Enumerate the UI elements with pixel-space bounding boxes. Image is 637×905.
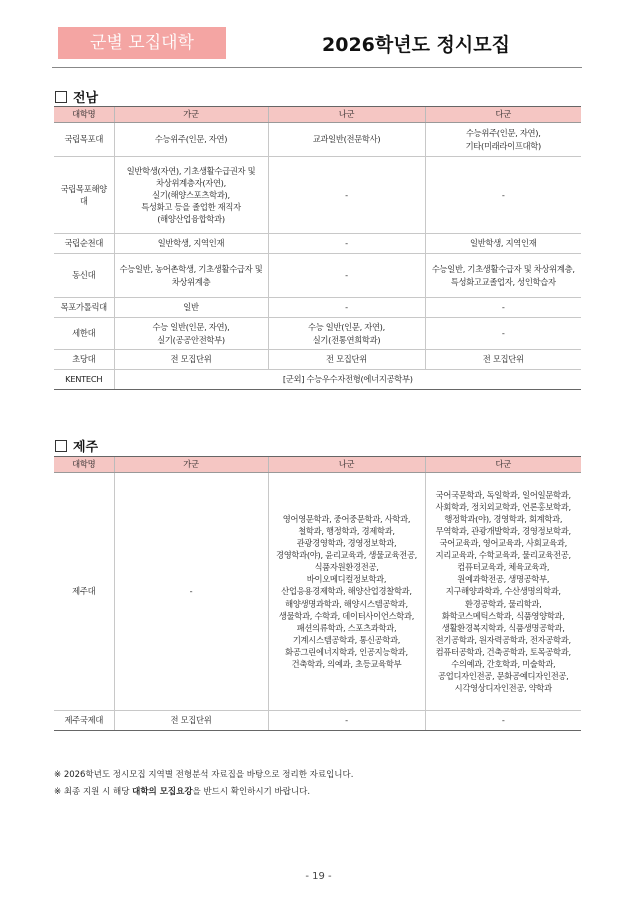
ga-cell: 전 모집단위 [114,711,268,731]
ga-cell: 일반 [114,298,268,318]
ga-cell: 수능위주(인문, 자연) [114,123,268,157]
table-row [54,473,581,711]
na-cell: - [268,298,425,318]
university-name: 제주국제대 [54,711,114,731]
note-line-1: ※ 2026학년도 정시모집 지역별 전형분석 자료집을 바탕으로 정리한 자료입니다. [54,770,354,780]
table-row [54,711,581,731]
note-line-2 [54,784,353,801]
na-cell: 전 모집단위 [268,350,425,370]
da-cell: - [425,298,581,318]
note-emphasis: 대학의 모집요강 [132,787,193,797]
da-cell: - [425,157,581,234]
checkbox-square-icon [55,440,67,452]
da-cell: 수능일반, 기초생활수급자 및 차상위계층, 특성화고교졸업자, 성인학습자 [425,254,581,298]
university-name: KENTECH [54,370,114,390]
header-cell-ga: 가군 [114,457,268,473]
university-name: 제주대 [54,473,114,711]
header-cell-ga: 가군 [114,107,268,123]
header-cell-na: 나군 [268,107,425,123]
da-cell: 수능위주(인문, 자연), 기타(미래라이프대학) [425,123,581,157]
na-cell: 수능 일반(인문, 자연), 실기(전통연희학과) [268,318,425,350]
da-cell: - [425,711,581,731]
ga-cell: - [114,473,268,711]
na-cell: - [268,711,425,731]
notes [54,767,353,801]
table-row [54,318,581,350]
table-row [54,370,581,390]
university-name: 국립순천대 [54,234,114,254]
table-header-row [54,457,581,473]
table-row [54,234,581,254]
header-cell-university: 대학명 [54,107,114,123]
note-text: ※ 최종 지원 시 해당 [54,787,133,797]
na-cell: - [268,234,425,254]
section-title-jeonnam [55,87,98,106]
university-name: 국립목포해양 대 [54,157,114,234]
note-text: 을 반드시 확인하시기 바랍니다. [192,787,311,797]
ga-cell: 수능 일반(인문, 자연), 실기(공공안전학부) [114,318,268,350]
section-title-text: 제주 [73,440,99,455]
table-row [54,123,581,157]
header-badge: 군별 모집대학 [58,27,226,59]
university-name: 동신대 [54,254,114,298]
na-cell: 영어영문학과, 중어중문학과, 사학과, 철학과, 행정학과, 경제학과, 관광경영학과, 경영정보학과, 경영학과(야), 윤리교육과, 생물교육전공, 식품자원환경전공, 바이오메디컬정보학과, 산업응용경제학과, 해양산업경찰학과, 해양생명과학과, 해양시스템공학과, 생물학과, 수학과, 데이터사이언스학과, 패션의류학과, 스포츠과학과, 기계시스템공학과, 통신공학과, 화공그린에너지학과, 인공지능학과, 건축학과, 의예과, 초등교육학부 [268,473,425,711]
na-cell: - [268,254,425,298]
header-cell-university: 대학명 [54,457,114,473]
page-number: - 19 - [305,871,332,882]
page-title: 2026학년도 정시모집 [322,34,510,56]
ga-cell: 일반학생, 지역인재 [114,234,268,254]
na-cell: 교과일반(전문학사) [268,123,425,157]
table-header-row [54,107,581,123]
da-cell: - [425,318,581,350]
merged-cell: [군외] 수능우수자전형(에너지공학부) [114,370,581,390]
university-name: 초당대 [54,350,114,370]
ga-cell: 일반학생(자연), 기초생활수급권자 및 차상위계층자(자연), 실기(해양스포츠학과), 특성화고 등을 졸업한 재직자 (해양산업융합학과) [114,157,268,234]
da-cell: 일반학생, 지역인재 [425,234,581,254]
table-row [54,350,581,370]
da-cell: 국어국문학과, 독일학과, 일어일문학과, 사회학과, 정치외교학과, 언론홍보학과, 행정학과(야), 경영학과, 회계학과, 무역학과, 관광개발학과, 경영정보학과, 국어교육과, 영어교육과, 사회교육과, 지리교육과, 수학교육과, 물리교육전공, 컴퓨터교육과, 체육교육과, 원예과학전공, 생명공학부, 지구해양과학과, 수산생명의학과, 환경공학과, 물리학과, 화학코스메틱스학과, 식품영양학과, 생활환경복지학과, 식품생명공학과, 전기공학과, 원자력공학과, 전자공학과, 컴퓨터공학과, 건축공학과, 토목공학과, 수의예과, 간호학과, 미술학과, 공업디자인전공, 문화공예디자인전공, 시각영상디자인전공, 약학과 [425,473,581,711]
university-name: 국립목포대 [54,123,114,157]
table-row [54,254,581,298]
ga-cell: 수능일반, 농어촌학생, 기초생활수급자 및 차상위계층 [114,254,268,298]
checkbox-square-icon [55,91,67,103]
university-name: 세한대 [54,318,114,350]
header-cell-da: 다군 [425,457,581,473]
header-cell-da: 다군 [425,107,581,123]
jeonnam-table [54,106,581,390]
university-name: 목포가톨릭대 [54,298,114,318]
table-row [54,157,581,234]
header-divider [52,67,582,68]
jeju-table [54,456,581,731]
header-cell-na: 나군 [268,457,425,473]
ga-cell: 전 모집단위 [114,350,268,370]
table-row [54,298,581,318]
na-cell: - [268,157,425,234]
section-title-jeju [55,436,98,455]
section-title-text: 전남 [73,91,99,106]
da-cell: 전 모집단위 [425,350,581,370]
